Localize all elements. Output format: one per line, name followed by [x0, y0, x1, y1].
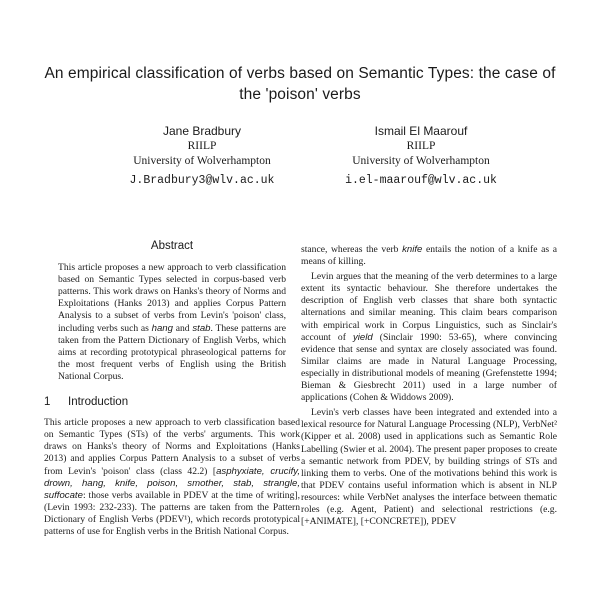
- author-email[interactable]: J.Bradbury3@wlv.ac.uk: [129, 174, 275, 187]
- body-paragraph: Levin argues that the meaning of the verb determines to a large extent its syntactic behaviour. She therefore undertakes the description of English verb classes that share both syntactic alternations and similar meaning. This claim bears comparison with empirical work in Corpus Linguistics, such as Sinclair's account of yield (Sinclair 1990: 53-65), where convincing evidence that sense and syntax are closely associated was found. Similar claims are made in Natural Language Processing, especially in distributional models of meaning (Grefenstette 1994; Bieman & Giesbrecht 2011) used in a large number of applications (Cohen & Widdows 2009).: [301, 271, 557, 404]
- intro-body: [44, 417, 300, 538]
- paper-title: An empirical classification of verbs based on Semantic Types: the case of the 'poison' verbs: [44, 65, 556, 103]
- intro-paragraph: This article proposes a new approach to verb classification based on Semantic Types (STs) of the verbs' arguments. This work draws on Hanks's theory of Norms and Exploitations (Hanks 2013) and applies Corpus Pattern Analysis to a subset of verbs from Levin's 'poison' class (class 42.2) [asphyxiate, crucify, drown, hang, knife, poison, smother, stab, strangle, suffocate: those verbs available in PDEV at the time of writing], (Levin 1993: 232-233). The patterns are taken from the Pattern Dictionary of English Verbs (PDEV¹), which records prototypical patterns of use for English verbs in the British National Corpus.: [44, 417, 301, 537]
- author-institution: University of Wolverhampton: [352, 155, 490, 167]
- abstract-text: This article proposes a new approach to verb classification based on Semantic Types selected in corpus-based verb patterns. This work draws on Hanks's theory of Norms and Exploitations (Hanks 2013) and applies Corpus Pattern Analysis to a subset of verbs from Levin's 'poison' class, including verbs such as hang and stab. These patterns are taken from the Pattern Dictionary of English Verbs, which aims at recording prototypical phraseological patterns for the most frequent verbs of English using the British National Corpus.: [58, 262, 286, 382]
- section-number: 1: [44, 396, 51, 409]
- author-name: Jane Bradbury: [162, 124, 242, 138]
- body-paragraph: stance, whereas the verb knife entails the notion of a knife as a means of killing.: [301, 244, 557, 268]
- abstract-heading: Abstract: [150, 240, 194, 252]
- section-heading: [44, 396, 300, 408]
- section-title: Introduction: [68, 396, 129, 409]
- left-column: [44, 236, 300, 541]
- abstract-body: [58, 262, 286, 383]
- author-affiliation: RIILP: [187, 140, 217, 152]
- author-email[interactable]: i.el-maarouf@wlv.ac.uk: [345, 174, 497, 187]
- body-paragraph: Levin's verb classes have been integrated and extended into a lexical resource for Natural Language Processing (NLP), VerbNet² (Kipper et al. 2008) used in applications such as Semantic Role Labelling (Swier et al. 2004). The present paper proposes to create a semantic network from PDEV, by building strings of STs and linking them to verbs. One of the motivations behind this work is that PDEV contains useful information which is absent in NLP resources: while VerbNet analyses the interface between thematic roles (e.g. Agent, Patient) and selectional restrictions (e.g. [+ANIMATE], [+CONCRETE]), PDEV: [301, 407, 557, 528]
- author-affiliation: RIILP: [406, 140, 436, 152]
- right-column: [301, 244, 557, 531]
- author-block: [321, 124, 521, 188]
- author-block: [102, 124, 302, 188]
- author-name: Ismail El Maarouf: [374, 124, 468, 138]
- author-institution: University of Wolverhampton: [133, 155, 271, 167]
